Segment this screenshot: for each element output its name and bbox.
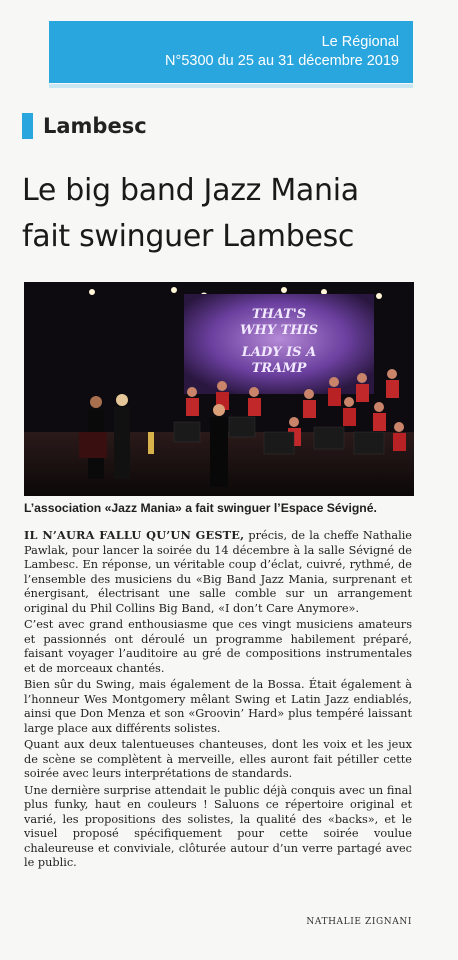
section-title: Lambesc	[43, 114, 147, 138]
lead-in: IL N’AURA FALLU QU’UN GESTE,	[24, 528, 245, 542]
headline-line-2: fait swinguer Lambesc	[22, 219, 355, 254]
paragraph-5: Une dernière surprise attendait le public déjà conquis avec un final plus funky, haut en couleurs ! Saluons ce répertoire original et varié, les propositions des solistes, la qualité des «backs», et le visuel proposé spécifiquement pour cette soirée voulue chaleureuse et conviviale, clôturée autour d’un verre partagé avec le public.	[24, 783, 412, 869]
concert-photo-illustration	[24, 282, 414, 496]
paragraph-1	[24, 528, 412, 616]
section-accent-bar	[22, 113, 33, 139]
screen-line-2: WHY THIS	[239, 323, 319, 338]
publication-name: Le Régional	[321, 34, 399, 50]
author-byline: NATHALIE ZIGNANI	[306, 917, 412, 927]
screen-line-3: LADY IS A	[241, 345, 317, 360]
paragraph-3: Bien sûr du Swing, mais également de la Bossa. Était également à l’honneur Wes Montgomery mêlant Swing et Latin Jazz endiablés, ainsi que Don Menza et son «Groovin’ Hard» plus tempéré laissant large place aux différents solistes.	[24, 678, 412, 735]
paragraph-2: C’est avec grand enthousiasme que ces vingt musiciens amateurs et passionnés ont déroulé un programme habilement préparé, faisant voyager l’auditoire au gré de compositions instrumentales et de morceaux chantés.	[24, 618, 412, 675]
article-headline	[22, 168, 442, 260]
masthead-shadow	[49, 84, 413, 88]
article-photo	[24, 282, 414, 496]
paragraph-4: Quant aux deux talentueuses chanteuses, dont les voix et les jeux de scène se complètent à merveille, elles auront fait pétiller cette soirée avec leurs interprétations de standards.	[24, 738, 412, 780]
music-stand-red	[79, 432, 107, 458]
photo-caption: L’association «Jazz Mania» a fait swinguer l’Espace Sévigné.	[24, 501, 377, 515]
screen-line-4: TRAMP	[251, 361, 307, 376]
headline-line-1: Le big band Jazz Mania	[22, 173, 359, 208]
masthead-banner	[49, 21, 413, 83]
screen-line-1: THAT'S	[251, 307, 307, 322]
issue-info: N°5300 du 25 au 31 décembre 2019	[165, 53, 399, 69]
paragraph-1-text: précis, de la cheffe Nathalie Pawlak, pour lancer la soirée du 14 décembre à la salle Sévigné de Lambesc. En réponse, un véritable coup d’éclat, cuivré, rythmé, de l’ensemble des musiciens du «Big Band Jazz Mania, surprenant et énergisant, électrisant une salle comble sur un arrangement original du Phil Collins Big Band, «I don’t Care Anymore».	[24, 529, 412, 615]
article-body	[24, 528, 412, 873]
section-header	[22, 112, 147, 140]
